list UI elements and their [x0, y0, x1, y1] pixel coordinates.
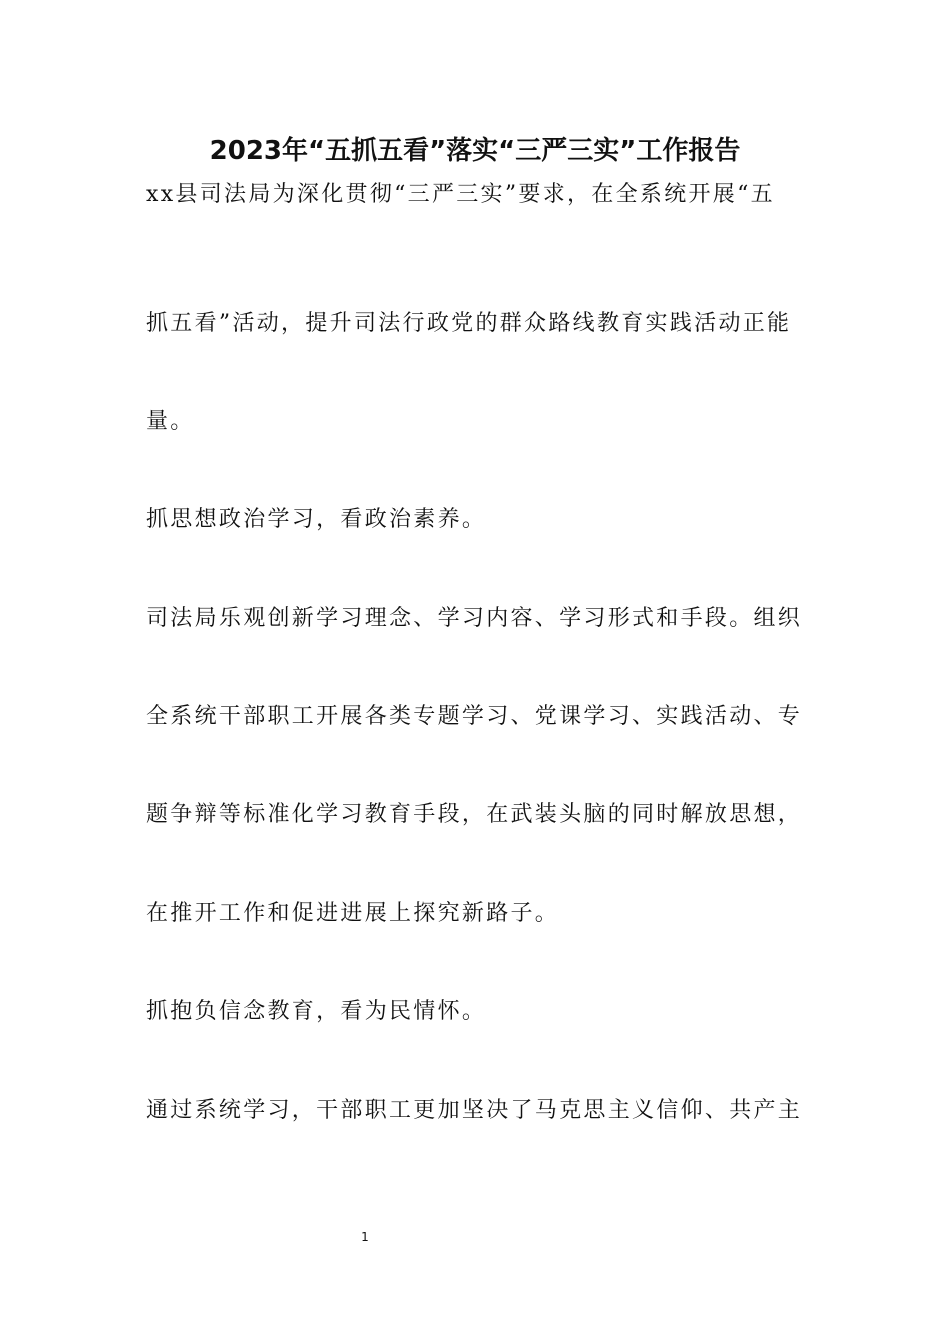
page-number: 1	[361, 1230, 369, 1244]
body-line: 司法局乐观创新学习理念、学习内容、学习形式和手段。组织	[146, 606, 803, 631]
body-line: 通过系统学习，干部职工更加坚决了马克思主义信仰、共产主	[146, 1098, 803, 1123]
document-title: 2023年“五抓五看”落实“三严三实”工作报告	[209, 136, 741, 166]
body-line: 题争辩等标准化学习教育手段，在武装头脑的同时解放思想，	[146, 802, 803, 827]
body-line: 在推开工作和促进进展上探究新路子。	[146, 901, 560, 926]
body-line: 抓五看”活动，提升司法行政党的群众路线教育实践活动正能	[146, 311, 792, 336]
body-line: 抓抱负信念教育，看为民情怀。	[146, 999, 487, 1024]
body-line: xx县司法局为深化贯彻“三严三实”要求，在全系统开展“五	[146, 182, 775, 207]
body-line: 量。	[146, 409, 195, 434]
body-line: 抓思想政治学习，看政治素养。	[146, 507, 487, 532]
body-line: 全系统干部职工开展各类专题学习、党课学习、实践活动、专	[146, 704, 803, 729]
